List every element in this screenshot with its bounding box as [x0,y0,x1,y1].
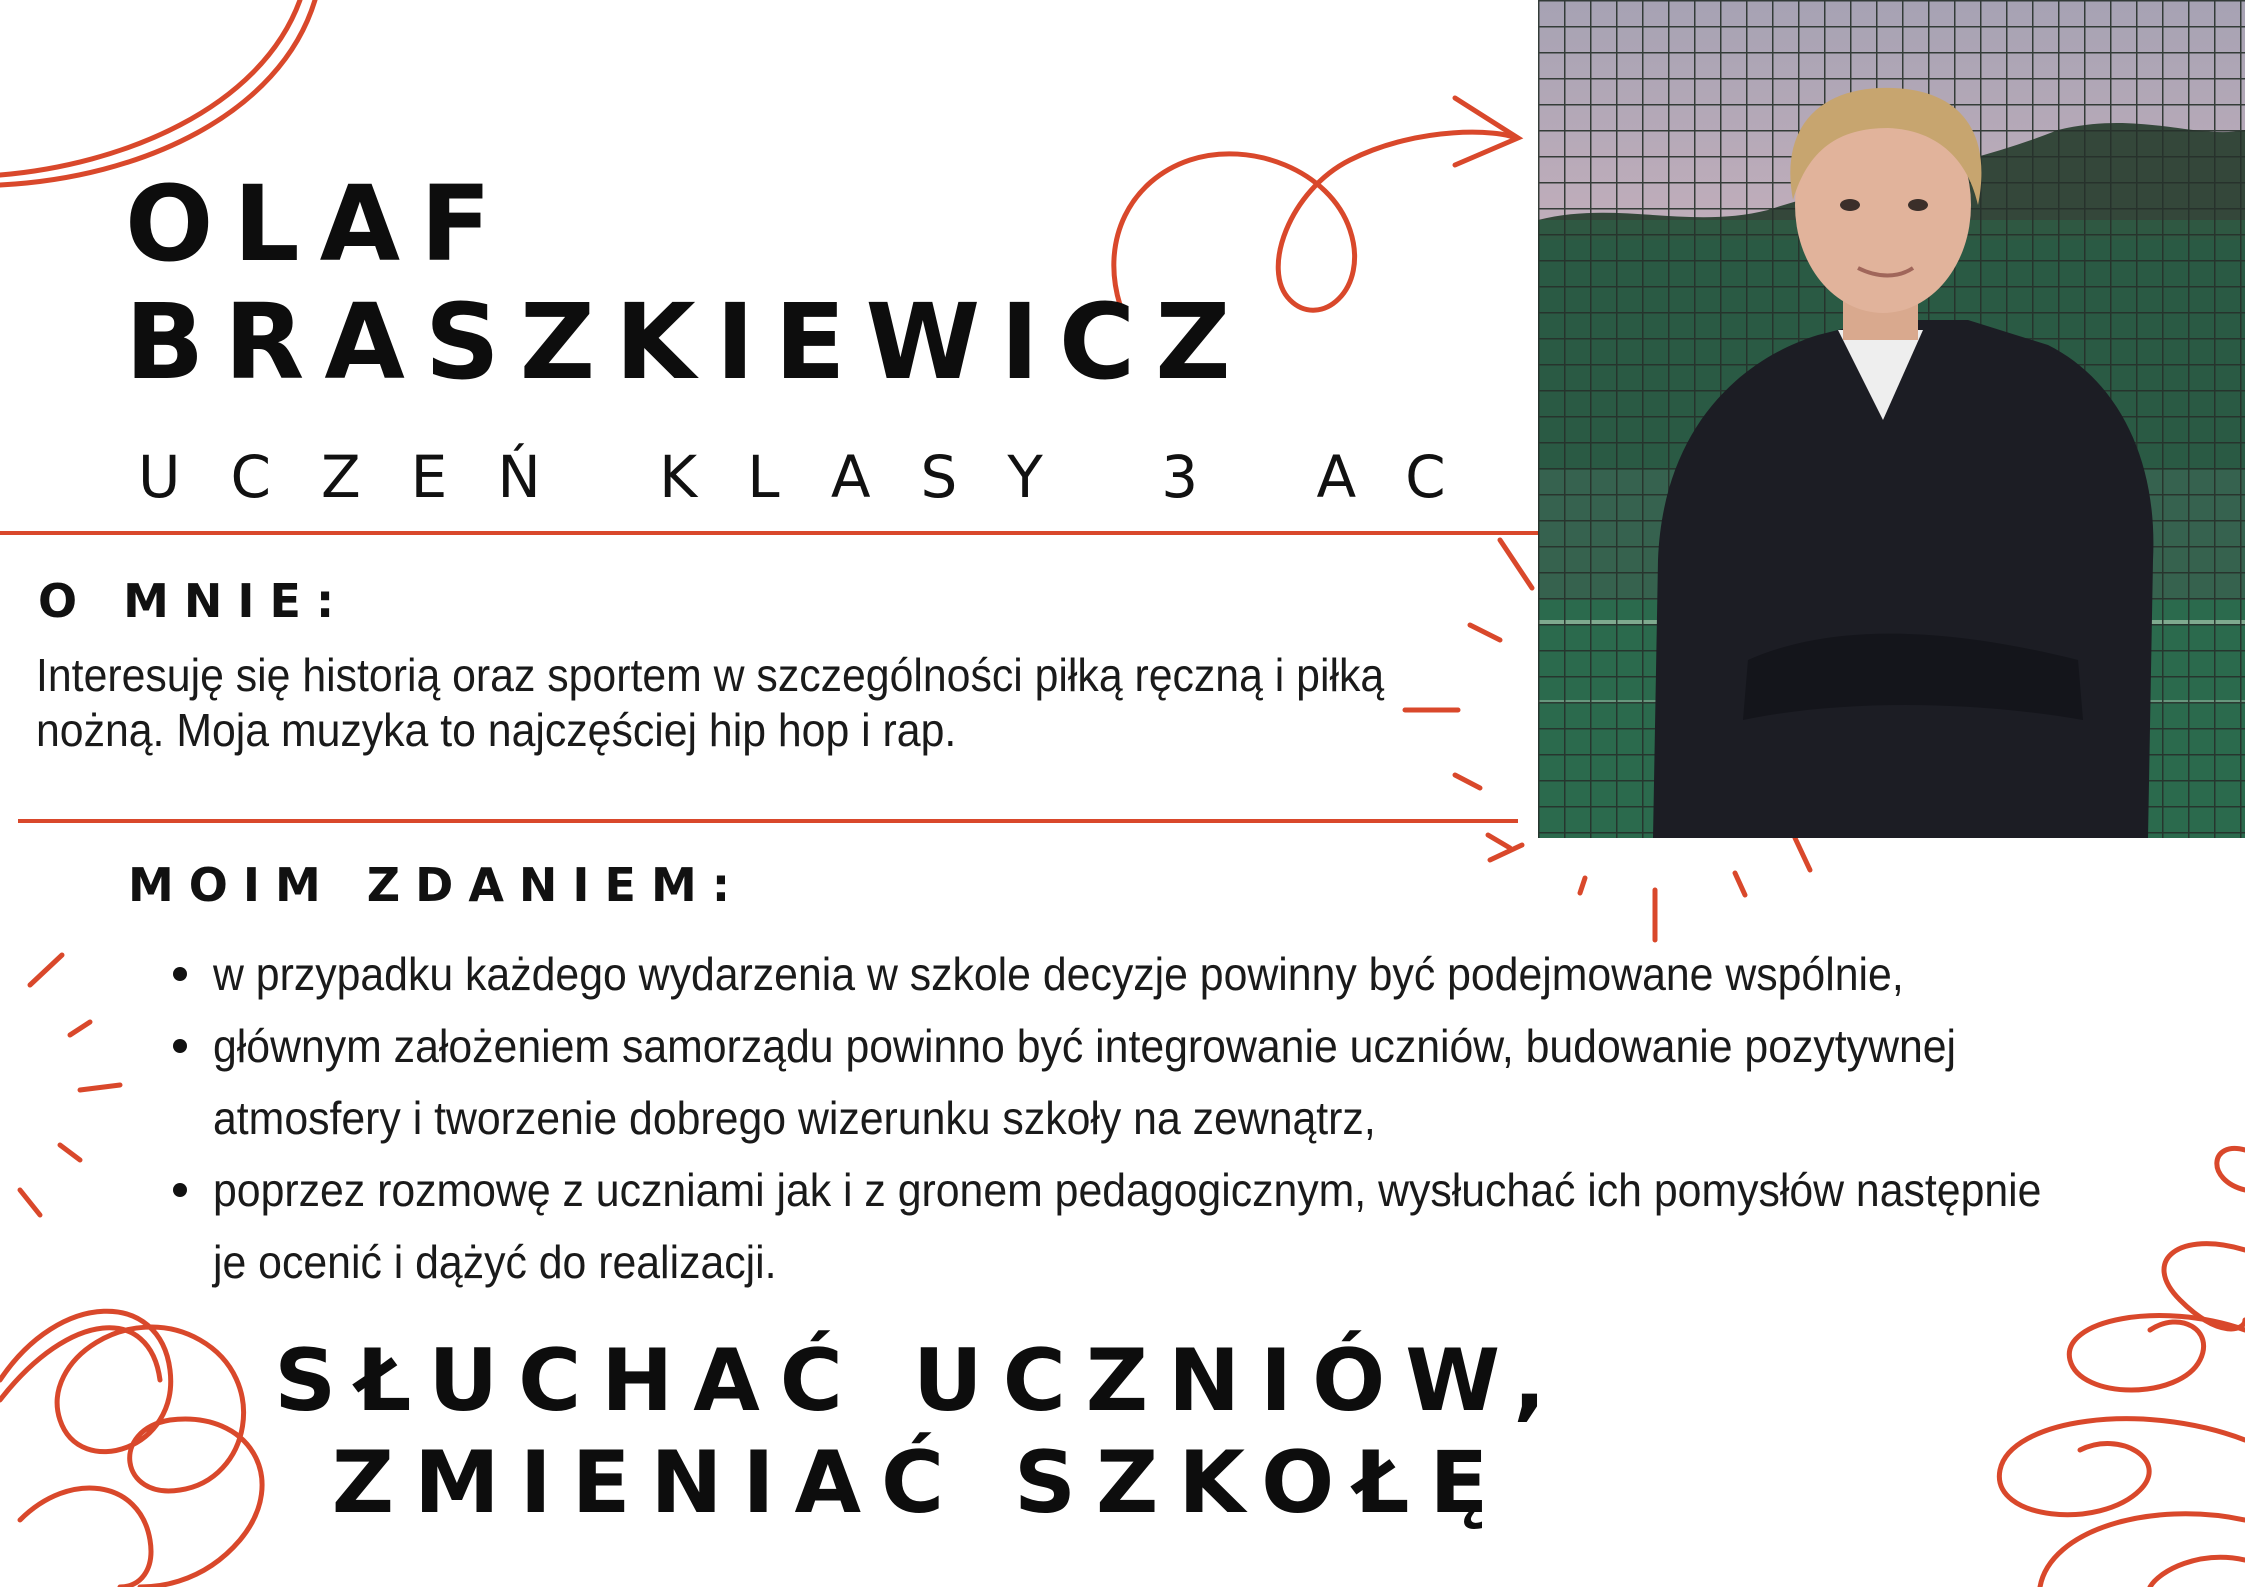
slogan-line-2: ZMIENIAĆ SZKOŁĘ [331,1433,1509,1533]
bullet-icon [173,1039,187,1053]
bullet-icon [173,1183,187,1197]
list-item: poprzez rozmowę z uczniami jak i z gronem pedagogicznym, wysłuchać ich pomysłów następnie je ocenić i dążyć do realizacji. [165,1154,2245,1298]
bullet-icon [173,967,187,981]
about-heading: O MNIE: [38,574,350,628]
divider-middle [18,819,1518,823]
list-item: głównym założeniem samorządu powinno być integrowanie uczniów, budowanie pozytywnej atmosfery i tworzenie dobrego wizerunku szkoły na zewnątrz, [165,1010,2245,1154]
divider-top [0,531,1538,535]
opinion-list [165,938,2245,1298]
list-item: w przypadku każdego wydarzenia w szkole decyzje powinny być podejmowane wspólnie, [165,938,2245,1010]
about-text: Interesuję się historią oraz sportem w szczególności piłką ręczną i piłką nożną. Moja muzyka to najczęściej hip hop i rap. [36,649,1385,757]
last-name: BRASZKIEWICZ [125,281,1251,403]
portrait-photo [1538,0,2245,838]
first-name: OLAF [125,163,512,285]
class-subtitle: UCZEŃ KLASY 3 AC [138,443,1496,511]
slogan-line-1: SŁUCHAĆ UCZNIÓW, [274,1331,1566,1431]
opinion-heading: MOIM ZDANIEM: [128,858,746,912]
